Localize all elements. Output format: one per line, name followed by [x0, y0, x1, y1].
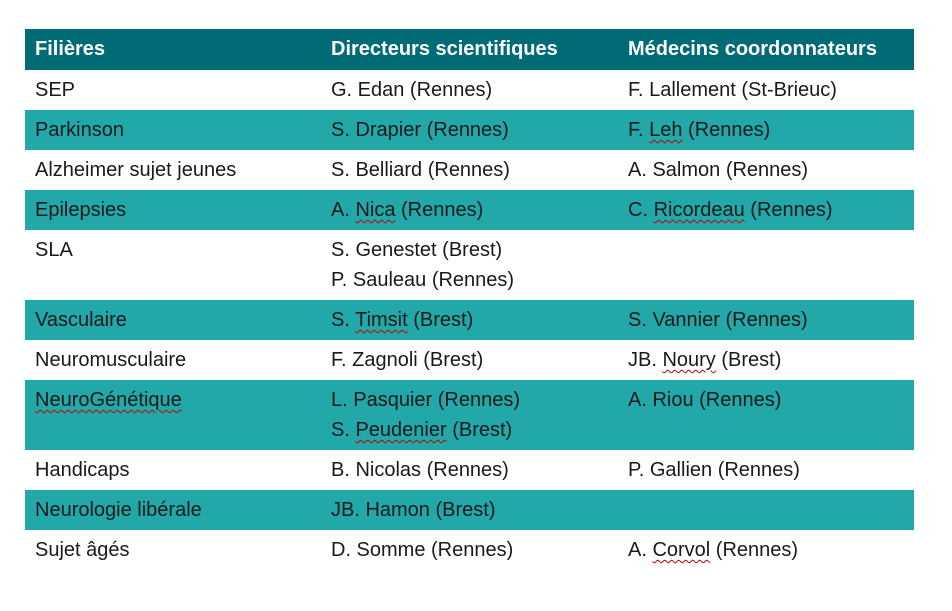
cell-directeurs — [321, 450, 618, 490]
medecins-name: F. Lallement (St-Brieuc) — [628, 79, 837, 101]
medecins-name: A. Riou (Rennes) — [628, 389, 782, 411]
medecins-name: P. Gallien (Rennes) — [628, 459, 800, 481]
table-row — [25, 450, 914, 490]
cell-medecins — [618, 190, 914, 230]
table-row — [25, 150, 914, 190]
cell-medecins — [618, 380, 914, 450]
directeurs-name: D. Somme (Rennes) — [331, 539, 514, 561]
directeurs-name: S. Timsit (Brest) — [331, 309, 474, 331]
cell-directeurs — [321, 380, 618, 450]
directeurs-name: G. Edan (Rennes) — [331, 79, 493, 101]
medecins-name: A. Corvol (Rennes) — [628, 539, 799, 561]
cell-filiere: Neuromusculaire — [35, 349, 187, 371]
medecins-name: C. Ricordeau (Rennes) — [628, 199, 833, 221]
directeurs-name: L. Pasquier (Rennes) — [331, 389, 520, 411]
cell-filiere: Sujet âgés — [35, 539, 130, 561]
cell-medecins — [618, 490, 914, 530]
medecins-name: F. Leh (Rennes) — [628, 119, 771, 141]
cell-filiere: SLA — [35, 239, 73, 261]
medecins-name: S. Vannier (Rennes) — [628, 309, 808, 331]
cell-directeurs — [321, 300, 618, 340]
cell-directeurs — [321, 230, 618, 300]
table-row — [25, 70, 914, 110]
directeurs-name: S. Genestet (Brest) — [331, 239, 503, 261]
cell-filiere: Neurologie libérale — [35, 499, 202, 521]
cell-directeurs — [321, 70, 618, 110]
cell-directeurs — [321, 150, 618, 190]
table-row — [25, 340, 914, 380]
directeurs-name: A. Nica (Rennes) — [331, 199, 484, 221]
table-row — [25, 110, 914, 150]
cell-medecins — [618, 450, 914, 490]
medecins-name: JB. Noury (Brest) — [628, 349, 782, 371]
table-row — [25, 300, 914, 340]
cell-directeurs — [321, 530, 618, 570]
table-row — [25, 190, 914, 230]
cell-filiere: NeuroGénétique — [35, 389, 182, 411]
medecins-name: A. Salmon (Rennes) — [628, 159, 809, 181]
cell-directeurs — [321, 190, 618, 230]
cell-medecins — [618, 530, 914, 570]
cell-filiere: Vasculaire — [35, 309, 127, 331]
cell-directeurs — [321, 110, 618, 150]
filieres-table — [25, 29, 914, 570]
cell-medecins — [618, 300, 914, 340]
cell-filiere: Alzheimer sujet jeunes — [35, 159, 237, 181]
table-row — [25, 230, 914, 300]
cell-filiere: Handicaps — [35, 459, 130, 481]
directeurs-name: S. Belliard (Rennes) — [331, 159, 510, 181]
directeurs-name: F. Zagnoli (Brest) — [331, 349, 484, 371]
cell-medecins — [618, 110, 914, 150]
cell-medecins — [618, 150, 914, 190]
cell-directeurs — [321, 490, 618, 530]
directeurs-name: JB. Hamon (Brest) — [331, 499, 496, 521]
cell-medecins — [618, 230, 914, 300]
cell-directeurs — [321, 340, 618, 380]
header-directeurs: Directeurs scientifiques — [331, 38, 558, 60]
cell-medecins — [618, 340, 914, 380]
table-row — [25, 490, 914, 530]
cell-filiere: Epilepsies — [35, 199, 127, 221]
directeurs-name: S. Peudenier (Brest) — [331, 419, 513, 441]
cell-filiere: Parkinson — [35, 119, 124, 141]
table-row — [25, 380, 914, 450]
header-filieres: Filières — [35, 38, 106, 60]
directeurs-name: P. Sauleau (Rennes) — [331, 269, 515, 291]
directeurs-name: B. Nicolas (Rennes) — [331, 459, 509, 481]
table-row — [25, 530, 914, 570]
cell-filiere: SEP — [35, 79, 76, 101]
table-body — [25, 70, 914, 570]
header-row — [25, 29, 914, 70]
header-medecins: Médecins coordonnateurs — [628, 38, 877, 60]
cell-medecins — [618, 70, 914, 110]
directeurs-name: S. Drapier (Rennes) — [331, 119, 509, 141]
